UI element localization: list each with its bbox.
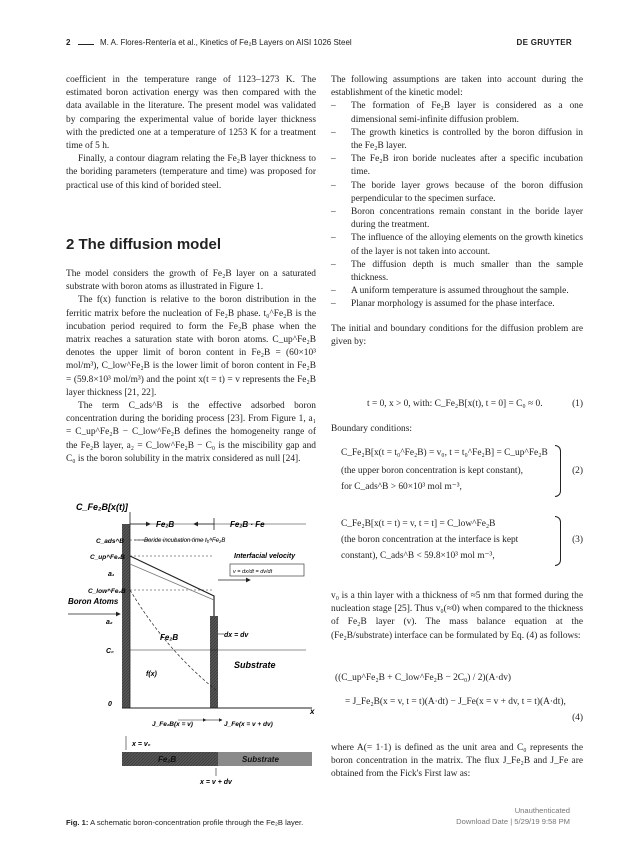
page-number: 2 [66,38,71,47]
running-header [66,38,572,52]
equation-number: (2) [572,466,583,476]
equation-number: (1) [572,399,583,409]
list-item: – Boron concentrations remain constant in the boride layer during the treatment. [331,206,583,232]
left-column [66,74,316,193]
top-label-fe2b: Fe₂B [156,520,175,529]
boron-atoms-label: Boron Atoms [68,597,119,606]
equation-line: (the upper boron concentration is kept constant), [341,466,523,476]
equation-body: t = 0, x > 0, with: C_Fe₂B[x(t), t = 0] = C₀ ≈ 0. [367,399,543,409]
equation-1 [331,398,583,412]
footer-line: Unauthenticated [514,806,570,815]
dx-dv-label: dx = dv [224,632,249,639]
paragraph: coefficient in the temperature range of 1123–1273 K. The estimated boron activation energy was then compared with the data available in the literature. The present model was validated by comparing the experimental value of boride layer thickness with the predicted one at a temperature of 1253 K for a treatment time of 5 h. [66,75,316,152]
publisher-name: DE GRUYTER [516,38,572,47]
right-column [331,74,583,349]
right-brace [555,516,561,566]
surface-hatch [122,524,130,708]
list-item: – The influence of the alloying elements on the growth kinetics of the layer is not taken into account. [331,232,583,258]
c-up-label: C_up^Fe₂B [90,554,125,561]
header-rule [78,44,94,45]
equation-2 [331,445,583,499]
y-axis-label: C_Fe₂B[x(t)] [76,502,128,512]
equation-line: (the boron concentration at the interface is kept [341,535,519,545]
caption-text: A schematic boron-concentration profile through the Fe₂B layer. [90,818,304,827]
list-item: – The diffusion depth is much smaller than the sample thickness. [331,259,583,285]
boundary-label [331,423,583,436]
x-vdv-label: x = v + dv [200,779,232,786]
equation-4 [331,666,583,726]
interface-hatch [210,616,218,708]
a2-label: a₂ [106,619,113,626]
origin-label: 0 [108,701,112,708]
equation-3 [331,516,583,568]
list-item: – The boride layer grows because of the boron diffusion perpendicular to the specimen surface. [331,180,583,206]
interfacial-velocity-label: Interfacial velocity [234,553,296,560]
paragraph: The model considers the growth of Fe₂B layer on a saturated substrate with boron atoms as illustrated in Figure 1. [66,269,316,293]
list-item: – The growth kinetics is controlled by the boron diffusion in the Fe₂B layer. [331,127,583,153]
list-item: – A uniform temperature is assumed throughout the sample. [331,285,583,298]
x-v0-label: x = v₀ [132,741,151,748]
substrate-label: Substrate [234,660,276,670]
top-label-fe2b-fe: Fe₂B · Fe [230,520,265,529]
footer-line: Download Date | 5/29/19 9:58 PM [456,817,570,826]
right-brace [555,445,561,497]
a1-label: a₁ [108,571,115,578]
boron-concentration-figure [66,500,318,800]
c0-label: C₀ [106,648,114,655]
paragraph: The initial and boundary conditions for the diffusion problem are given by: [331,323,583,347]
paragraph: v₀ is a thin layer with a thickness of ≈5 nm that formed during the nucleation stage [25]. Thus v₀(≈0) when compared to the thickness of Fe₂B layer (v). The mass balance equation at the (Fe₂B/substrate) interface can be formulated by Eq. (4) as follows: [331,591,583,641]
equation-line: = J_Fe₂B(x = v, t = t)(A·dt) − J_Fe(x = v + dv, t = t)(A·dt), [345,697,566,707]
equation-line: C_Fe₂B[x(t = t₀^Fe₂B) = v₀, t = t₀^Fe₂B] = C_up^Fe₂B [341,448,548,458]
assumption-list [331,100,583,311]
c-low-label: C_low^Fe₂B [88,588,126,595]
right-column-flux [331,742,583,782]
bar-fe2b-label: Fe₂B [158,755,177,764]
paragraph: where A(= 1·1) is defined as the unit area and C₀ represents the boron concentration in the matrix. The flux J_Fe₂B and J_Fe are obtained from the Fick's First law as: [331,743,583,780]
fe2b-mid-label: Fe₂B [160,633,179,642]
paragraph: Boundary conditions: [331,424,412,434]
profile-line-secondary [130,564,214,600]
c-ads-label: C_ads^B [96,538,124,545]
equation-line: for C_ads^B > 60×10³ mol m⁻³, [341,482,462,492]
paragraph: The term C_ads^B is the effective adsorbed boron concentration during the boriding process [23]. From Figure 1, a₁ = C_up^Fe₂B − C_low^Fe₂B defines the homogeneity range of the Fe₂B layer, a₂ = C_low^Fe₂B − C₀ is the miscibility gap and C₀ is the boron solubility in the matrix considered as null [24]. [66,401,316,464]
paragraph: The f(x) function is relative to the boron distribution in the ferritic matrix before the nucleation of Fe₂B phase. t₀^Fe₂B is the incubation period required to form the Fe₂B phase when the matrix reaches a saturation state with boron atoms. C_up^Fe₂B denotes the upper limit of boron content in Fe₂B = (60×10³ mol/m³), C_low^Fe₂B is the lower limit of boron content in Fe₂B = (59.8×10³ mol/m³) and the point x(t = t) = v represents the Fe₂B layer thickness [21, 22]. [66,295,316,398]
download-footer [456,805,570,827]
bar-substrate-label: Substrate [242,755,279,764]
flux-fe2b-label: J_Fe₂B(x = v) [152,721,193,728]
list-item: – Planar morphology is assumed for the phase interface. [331,298,583,311]
caption-label: Fig. 1: [66,818,89,827]
profile-line [130,556,214,616]
equation-line: ((C_up^Fe₂B + C_low^Fe₂B − 2C₀) / 2)(A·dv) [335,673,512,683]
incubation-label: Boride incubation time t₀^Fe₂B [144,538,226,544]
paragraph: The following assumptions are taken into account during the establishment of the kinetic model: [331,75,583,99]
list-item: – The formation of Fe₂B layer is considered as a one dimensional semi-infinite diffusion problem. [331,100,583,126]
list-item: – The Fe₂B iron boride nucleates after a specific incubation time. [331,153,583,179]
paragraph: Finally, a contour diagram relating the Fe₂B layer thickness to the boriding parameters (temperature and time) was proposed for practical use of this kind of borided steel. [66,154,316,191]
figure-caption [66,818,316,829]
left-column-body [66,268,316,466]
right-column-mass-balance [331,590,583,643]
equation-number: (3) [572,535,583,545]
running-title: M. A. Flores-Rentería et al., Kinetics of Fe₂B Layers on AISI 1026 Steel [100,38,352,47]
x-axis-label: x [310,707,315,716]
flux-fe-label: J_Fe(x = v + dv) [224,721,273,728]
equation-number: (4) [572,713,583,723]
velocity-formula: v = dx/dt = dv/dt [233,569,273,575]
section-title: 2 The diffusion model [66,236,222,253]
fx-label: f(x) [146,671,157,678]
equation-line: C_Fe₂B[x(t = t) = v, t = t] = C_low^Fe₂B [341,519,496,529]
equation-line: constant), C_ads^B < 59.8×10³ mol m⁻³, [341,551,495,561]
